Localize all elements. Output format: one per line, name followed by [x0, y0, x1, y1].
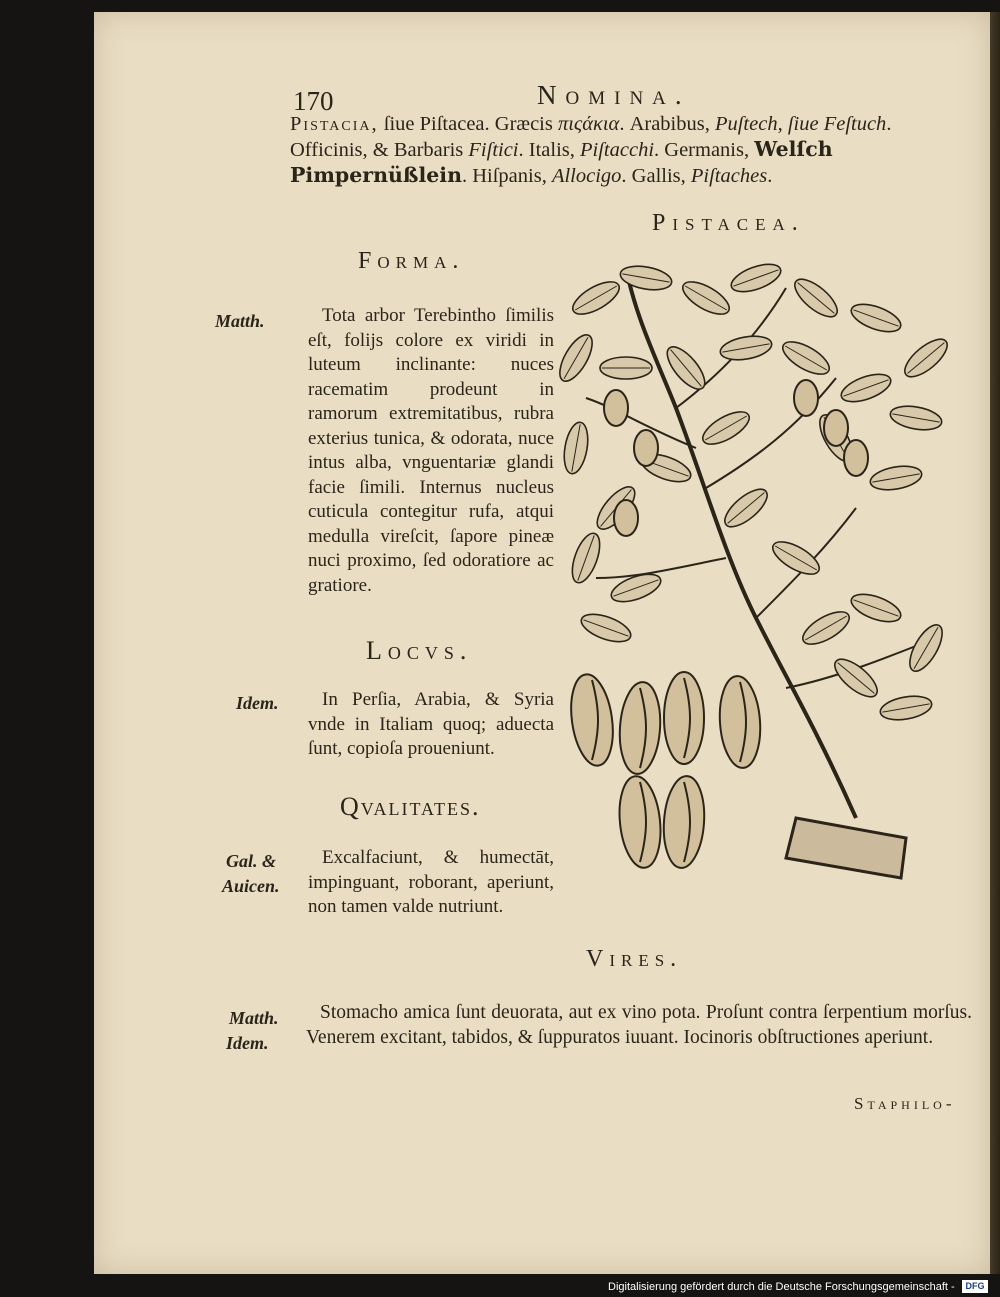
- vires-paragraph: Stomacho amica ſunt deuorata, aut ex vino pota. Proſunt contra ſerpentium morſus. Venerem excitant, tabidos, & ſuppuratos iuuant. Iocinoris obſtructiones aperiunt.: [306, 1002, 972, 1048]
- margin-note-qualitates-1: Gal. &: [226, 851, 277, 871]
- margin-note-vires-1: Matth.: [229, 1008, 279, 1028]
- nomen-text: .: [767, 165, 773, 187]
- nomen-text: . Italis,: [518, 139, 581, 161]
- section-title-locus: Locvs.: [366, 636, 473, 665]
- section-title-vires: Vires.: [586, 946, 683, 972]
- nomen-text: . Gallis,: [621, 165, 691, 187]
- dfg-logo: DFG: [962, 1280, 988, 1293]
- forma-text: [308, 304, 554, 598]
- nomen-lead: Pistacia,: [290, 113, 379, 135]
- leaf: [556, 330, 599, 386]
- nomen-hispanis: Allocigo: [551, 165, 622, 187]
- nomen-text: . Hiſpanis,: [461, 165, 552, 187]
- nut-cluster-fruit: [794, 380, 818, 416]
- stem-base: [786, 818, 906, 878]
- plant-title: Pistacea.: [652, 210, 805, 236]
- nomen-text: . Germanis,: [654, 139, 755, 161]
- nomen-italis: Piſtacchi: [580, 139, 655, 161]
- nomen-barbaris: Fiſtici: [468, 139, 519, 161]
- nomen-text: . Arabibus,: [619, 113, 715, 135]
- nomen-arabic: Puſtech, ſiue Feſtuch: [714, 113, 887, 135]
- nut-cluster-fruit: [844, 440, 868, 476]
- pistachio-nut: [615, 774, 664, 870]
- pistachio-woodcut-illustration: [556, 258, 964, 894]
- pistachio-nut: [664, 672, 704, 764]
- nut-cluster-fruit: [824, 410, 848, 446]
- nut-cluster-fruit: [614, 500, 638, 536]
- nomen-text: . Officinis, & Barbaris: [290, 113, 892, 161]
- digitization-credit: Digitalisierung gefördert durch die Deutsche Forschungsgemeinschaft -: [608, 1281, 955, 1293]
- pistachio-nut: [717, 675, 763, 770]
- vires-text: [306, 1000, 972, 1050]
- page-number: 170: [293, 86, 334, 116]
- qualitates-paragraph: Excalfaciunt, & humectāt, impinguant, roborant, aperiunt, non tamen valde nutriunt.: [308, 847, 554, 917]
- locus-paragraph: In Perſia, Arabia, & Syria vnde in Italiam quoq; aduecta ſunt, copioſa proueniunt.: [308, 689, 554, 759]
- qualitates-text: [308, 846, 554, 920]
- running-head: Nomina.: [537, 80, 691, 110]
- catchword: Staphilo-: [854, 1094, 956, 1113]
- nomen-greek: πιςάκια: [557, 113, 620, 135]
- section-title-qualitates: Qvalitates.: [340, 792, 481, 821]
- pistachio-nut: [566, 672, 618, 769]
- forma-paragraph: Tota arbor Terebintho ſimilis eſt, folijs colore ex viridi in luteum inclinante: nuces racematim prodeunt in ramorum extremitatibus, rubra exterius tunica, & odorata, nuce intus alba, vnguentariæ glandi facie ſimili. Internus nucleus cuticula contegitur rufa, atqui medulla vireſcit, ſapore pineæ nuci proximo, ſed odoratiore ac gratiore.: [308, 305, 554, 596]
- margin-note-locus: Idem.: [236, 693, 279, 713]
- branch: [596, 558, 726, 578]
- pistachio-nut: [617, 681, 663, 776]
- nut-cluster-fruit: [604, 390, 628, 426]
- section-title-forma: Forma.: [358, 248, 465, 274]
- margin-note-forma: Matth.: [215, 311, 265, 331]
- nomen-germanis: Welſch Pimpernüßlein: [290, 137, 833, 187]
- nomen-text: ſiue Piſtacea. Græcis: [378, 113, 558, 135]
- nut-cluster-fruit: [634, 430, 658, 466]
- nomenclature-paragraph: [290, 112, 970, 189]
- margin-note-qualitates-2: Auicen.: [222, 876, 280, 896]
- nomen-gallis: Piſtaches: [690, 165, 768, 187]
- margin-note-vires-2: Idem.: [226, 1033, 269, 1053]
- pistachio-nut: [661, 775, 707, 870]
- locus-text: [308, 688, 554, 762]
